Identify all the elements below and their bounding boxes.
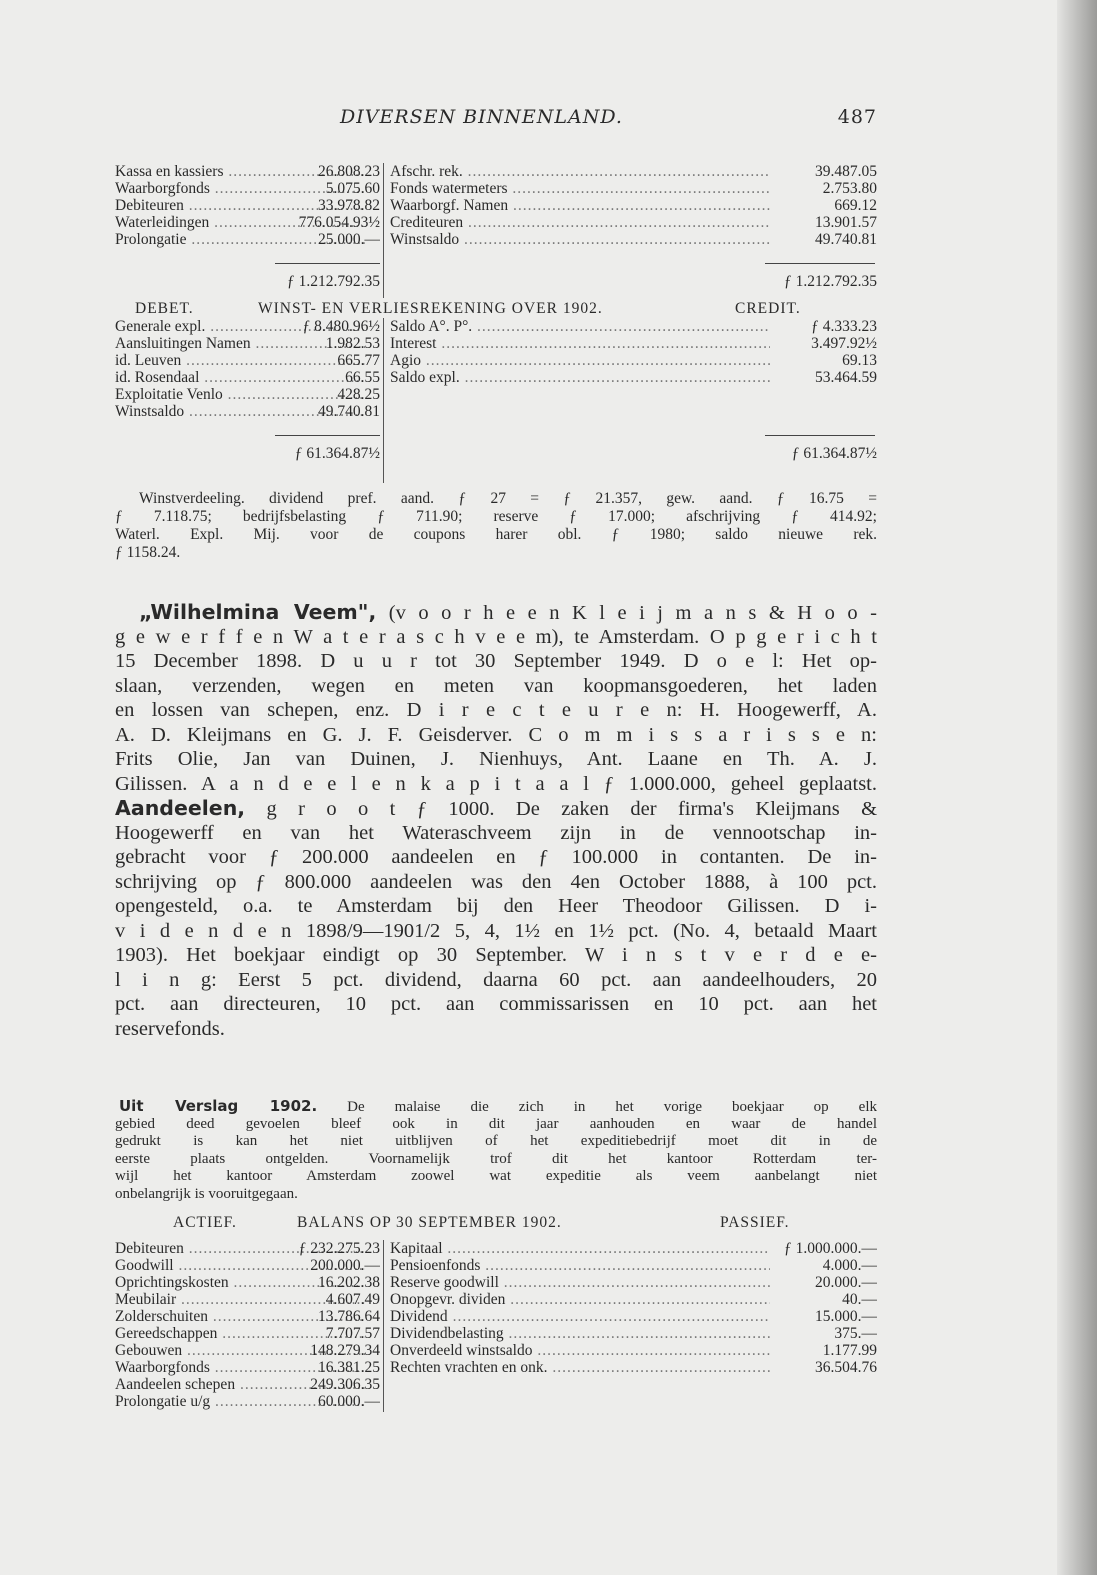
row-label: Saldo A°. P°. ..... bbox=[390, 318, 770, 335]
table-row bbox=[115, 1325, 877, 1342]
line-text: eerste plaats ontgelden. Voornamelijk trof dit het kantoor Rotterdam ter- bbox=[115, 1150, 877, 1167]
row-label: Onverdeeld winstsaldo ..... bbox=[390, 1342, 770, 1359]
row-value: 13.786.64 bbox=[318, 1308, 380, 1325]
balans-title: BALANS OP 30 SEPTEMBER 1902. bbox=[297, 1214, 562, 1231]
line-text: l i n g: Eerst 5 pct. dividend, daarna 60 pct. aan aandeelhouders, 20 bbox=[115, 968, 877, 991]
report-line bbox=[115, 1168, 877, 1186]
table-row bbox=[115, 1274, 877, 1291]
total-rule bbox=[275, 435, 380, 436]
row-value: 15.000.— bbox=[815, 1308, 877, 1325]
line-text: en lossen van schepen, enz. D i r e c t e u r e n: H. Hoogewerff, A. bbox=[115, 699, 877, 721]
paragraph-line bbox=[115, 723, 877, 748]
row-label: Crediteuren ..... bbox=[390, 214, 770, 231]
column-divider bbox=[383, 1240, 384, 1412]
report-line bbox=[115, 1098, 877, 1116]
row-label: Onopgevr. dividen ..... bbox=[390, 1291, 770, 1308]
row-value: 39.487.05 bbox=[815, 163, 877, 180]
row-label: Afschr. rek. ..... bbox=[390, 163, 770, 180]
line-text: v i d e n d e n 1898/9—1901/2 5, 4, 1½ en 1½ pct. (No. 4, betaald Maart bbox=[115, 919, 877, 942]
line-text: opengesteld, o.a. te Amsterdam bij den Heer Theodoor Gilissen. D i- bbox=[115, 895, 877, 917]
total-rule bbox=[275, 263, 380, 264]
passief-label: PASSIEF. bbox=[720, 1214, 790, 1231]
balance-sheet-1902-table bbox=[115, 1240, 877, 1415]
table-row bbox=[115, 214, 877, 231]
row-value: 60.000.— bbox=[318, 1393, 380, 1410]
table-row bbox=[115, 163, 877, 180]
paragraph-line bbox=[115, 821, 877, 846]
row-value: 7.707.57 bbox=[325, 1325, 380, 1342]
row-label: Saldo expl. ..... bbox=[390, 369, 770, 386]
page-number: 487 bbox=[837, 106, 877, 128]
row-value: 776.054.93½ bbox=[298, 214, 380, 231]
row-value: 2.753.80 bbox=[822, 180, 877, 197]
line-text: g e w e r f f e n W a t e r a s c h v e e m), te Amsterdam. O p g e r i c h t bbox=[115, 625, 877, 648]
total-right: ƒ 61.364.87½ bbox=[791, 445, 877, 462]
row-value: 13.901.57 bbox=[815, 214, 877, 231]
page-edge-shadow bbox=[1057, 0, 1097, 1575]
table-row bbox=[115, 231, 877, 248]
row-value: ƒ 232.275.23 bbox=[298, 1240, 380, 1257]
table-row bbox=[115, 197, 877, 214]
row-value: ƒ 1.000.000.— bbox=[784, 1240, 877, 1257]
table-row bbox=[115, 1393, 877, 1410]
paragraph-line bbox=[115, 772, 877, 797]
line-text: A. D. Kleijmans en G. J. F. Geisderver. C o m m i s s a r i s s e n: bbox=[115, 723, 877, 746]
row-label: Prolongatie u/g ..... bbox=[115, 1393, 365, 1410]
paragraph-line bbox=[115, 625, 877, 650]
row-value: 40.— bbox=[842, 1291, 877, 1308]
line-text: gebied deed gevoelen bleef ook in dit jaar aanhouden en waar de handel bbox=[115, 1115, 877, 1132]
row-value: 1.177.99 bbox=[822, 1342, 877, 1359]
total-left: ƒ 1.212.792.35 bbox=[287, 273, 380, 290]
line-text: 15 December 1898. D u u r tot 30 September 1949. D o e l: Het op- bbox=[115, 650, 877, 672]
report-line bbox=[115, 1151, 877, 1169]
total-right: ƒ 1.212.792.35 bbox=[784, 273, 877, 290]
table-row bbox=[115, 318, 877, 335]
row-label: Gebouwen ..... bbox=[115, 1342, 365, 1359]
row-label: Generale expl. ..... bbox=[115, 318, 365, 335]
row-label: Exploitatie Venlo ..... bbox=[115, 386, 365, 403]
paragraph-line bbox=[115, 968, 877, 993]
table-row bbox=[115, 1240, 877, 1257]
row-label: Goodwill ..... bbox=[115, 1257, 365, 1274]
row-value: 26.808.23 bbox=[318, 163, 380, 180]
row-label: Debiteuren ..... bbox=[115, 1240, 365, 1257]
row-label: Reserve goodwill ..... bbox=[390, 1274, 770, 1291]
line-text: pct. aan directeuren, 10 pct. aan commissarissen en 10 pct. aan het bbox=[115, 993, 877, 1015]
row-value: 36.504.76 bbox=[815, 1359, 877, 1376]
header-title: DIVERSEN BINNENLAND. bbox=[340, 106, 623, 128]
row-value: 669.12 bbox=[834, 197, 877, 214]
table-row bbox=[115, 335, 877, 352]
table-row bbox=[115, 1291, 877, 1308]
row-value: 69.13 bbox=[842, 352, 877, 369]
line-text: Frits Olie, Jan van Duinen, J. Nienhuys, Ant. Laane en Th. A. J. bbox=[115, 748, 877, 770]
table-row bbox=[115, 1257, 877, 1274]
debet-label: DEBET. bbox=[135, 300, 194, 317]
row-value: 25.000.— bbox=[318, 231, 380, 248]
row-label: Kassa en kassiers ..... bbox=[115, 163, 365, 180]
line-text: Gilissen. A a n d e e l e n k a p i t a a l ƒ 1.000.000, geheel geplaatst. bbox=[115, 772, 877, 795]
paragraph-line bbox=[115, 919, 877, 944]
paragraph-line bbox=[115, 698, 877, 723]
row-label: Rechten vrachten en onk. ..... bbox=[390, 1359, 770, 1376]
profit-loss-table bbox=[115, 318, 877, 488]
line-text: g r o o t ƒ 1000. De zaken der firma's Kleijmans & bbox=[266, 798, 878, 820]
row-value: 148.279.34 bbox=[310, 1342, 380, 1359]
pl-title: WINST- EN VERLIESREKENING OVER 1902. bbox=[258, 300, 603, 317]
row-value: 1.982.53 bbox=[325, 335, 380, 352]
row-label: Gereedschappen ..... bbox=[115, 1325, 365, 1342]
row-value: 49.740.81 bbox=[815, 231, 877, 248]
table-row bbox=[115, 369, 877, 386]
row-label: Waterleidingen ..... bbox=[115, 214, 365, 231]
row-label: Aansluitingen Namen ..... bbox=[115, 335, 365, 352]
distribution-line: ƒ 7.118.75; bedrijfsbelasting ƒ 711.90; reserve ƒ 17.000; afschrijving ƒ 414.92; bbox=[115, 508, 877, 525]
report-line bbox=[115, 1116, 877, 1134]
line-text: wijl het kantoor Amsterdam zoowel wat expeditie als veem aanbelangt niet bbox=[115, 1168, 877, 1184]
row-value: 665.77 bbox=[337, 352, 380, 369]
table-row bbox=[115, 1342, 877, 1359]
row-label: Fonds watermeters ..... bbox=[390, 180, 770, 197]
row-label: Prolongatie ..... bbox=[115, 231, 365, 248]
line-text: slaan, verzenden, wegen en meten van koopmansgoederen, het laden bbox=[115, 674, 877, 697]
row-label: Winstsaldo ..... bbox=[390, 231, 770, 248]
table-row bbox=[115, 386, 877, 403]
row-label: Waarborgf. Namen ..... bbox=[390, 197, 770, 214]
table-row bbox=[115, 403, 877, 420]
credit-label: CREDIT. bbox=[735, 300, 801, 317]
row-value: 16.202.38 bbox=[318, 1274, 380, 1291]
report-label: Uit Verslag 1902. bbox=[119, 1097, 318, 1115]
row-label: Dividendbelasting ..... bbox=[390, 1325, 770, 1342]
line-text: 1903). Het boekjaar eindigt op 30 September. W i n s t v e r d e e- bbox=[115, 944, 877, 966]
row-value: 200.000.— bbox=[310, 1257, 380, 1274]
company-name: „Wilhelmina Veem", bbox=[139, 600, 377, 624]
line-text: schrijving op ƒ 800.000 aandeelen was den 4en October 1888, à 100 pct. bbox=[115, 870, 877, 893]
total-rule bbox=[765, 263, 875, 264]
paragraph-line bbox=[115, 747, 877, 772]
row-value: 428.25 bbox=[337, 386, 380, 403]
table-row bbox=[115, 180, 877, 197]
row-label: Oprichtingskosten ..... bbox=[115, 1274, 365, 1291]
row-value: 16.381.25 bbox=[318, 1359, 380, 1376]
line-text: reservefonds. bbox=[115, 1017, 225, 1040]
paragraph-line bbox=[115, 649, 877, 674]
row-value: 5.075.60 bbox=[325, 180, 380, 197]
row-label: Debiteuren ..... bbox=[115, 197, 365, 214]
total-rule bbox=[765, 435, 875, 436]
paragraph-line bbox=[115, 674, 877, 699]
line-text: onbelangrijk is vooruitgegaan. bbox=[115, 1185, 298, 1202]
line-text: Hoogewerff en van het Wateraschveem zijn in de vennootschap in- bbox=[115, 821, 877, 844]
row-label: Pensioenfonds ..... bbox=[390, 1257, 770, 1274]
paragraph-line bbox=[115, 1017, 877, 1042]
row-label: Meubilair ..... bbox=[115, 1291, 365, 1308]
table-row bbox=[115, 352, 877, 369]
total-left: ƒ 61.364.87½ bbox=[294, 445, 380, 462]
line-text: gedrukt is kan het niet uitblijven of het expeditiebedrijf moet dit in de bbox=[115, 1133, 877, 1149]
row-label: Agio ..... bbox=[390, 352, 770, 369]
distribution-line: Waterl. Expl. Mij. voor de coupons harer obl. ƒ 1980; saldo nieuwe rek. bbox=[115, 526, 877, 543]
row-label: Kapitaal ..... bbox=[390, 1240, 770, 1257]
row-label: Dividend ..... bbox=[390, 1308, 770, 1325]
table-row bbox=[115, 1359, 877, 1376]
paragraph-line bbox=[115, 600, 877, 625]
row-label: Zolderschuiten ..... bbox=[115, 1308, 365, 1325]
row-value: 66.55 bbox=[345, 369, 380, 386]
paragraph-line bbox=[115, 796, 877, 821]
row-label: Waarborgfonds ..... bbox=[115, 180, 365, 197]
row-value: 53.464.59 bbox=[815, 369, 877, 386]
paragraph-line bbox=[115, 943, 877, 968]
row-label: id. Rosendaal ..... bbox=[115, 369, 365, 386]
paragraph-line bbox=[115, 845, 877, 870]
table-row bbox=[115, 1308, 877, 1325]
row-label: Winstsaldo ..... bbox=[115, 403, 365, 420]
distribution-line: Winstverdeeling. dividend pref. aand. ƒ 27 = ƒ 21.357, gew. aand. ƒ 16.75 = bbox=[139, 490, 877, 507]
row-label: Waarborgfonds ..... bbox=[115, 1359, 365, 1376]
row-value: 4.000.— bbox=[822, 1257, 877, 1274]
annual-report-excerpt bbox=[115, 1098, 877, 1203]
row-value: 3.497.92½ bbox=[811, 335, 877, 352]
row-value: 20.000.— bbox=[815, 1274, 877, 1291]
row-label: Aandeelen schepen ..... bbox=[115, 1376, 365, 1393]
actief-label: ACTIEF. bbox=[173, 1214, 237, 1231]
line-text: gebracht voor ƒ 200.000 aandeelen en ƒ 100.000 in contanten. De in- bbox=[115, 846, 877, 868]
row-label: Interest ..... bbox=[390, 335, 770, 352]
column-divider bbox=[383, 163, 384, 298]
row-value: 249.306.35 bbox=[310, 1376, 380, 1393]
paragraph-line bbox=[115, 870, 877, 895]
paragraph-line bbox=[115, 992, 877, 1017]
paragraph-line bbox=[115, 894, 877, 919]
report-line bbox=[115, 1133, 877, 1151]
distribution-line: ƒ 1158.24. bbox=[115, 544, 181, 561]
row-value: 375.— bbox=[834, 1325, 877, 1342]
shares-label: Aandeelen, bbox=[115, 796, 246, 820]
column-divider bbox=[383, 318, 384, 483]
profit-distribution bbox=[115, 490, 877, 562]
row-value: 33.978.82 bbox=[318, 197, 380, 214]
report-line bbox=[115, 1186, 877, 1204]
company-entry bbox=[115, 600, 877, 1041]
row-value: 49.740.81 bbox=[318, 403, 380, 420]
row-value: ƒ 4.333.23 bbox=[811, 318, 877, 335]
line-text: (v o o r h e e n K l e i j m a n s & H o o - bbox=[376, 602, 877, 624]
row-label: id. Leuven ..... bbox=[115, 352, 365, 369]
line-text: De malaise die zich in het vorige boekjaar op elk bbox=[317, 1099, 878, 1115]
row-value: ƒ 8.480.96½ bbox=[302, 318, 380, 335]
row-value: 4.607.49 bbox=[325, 1291, 380, 1308]
balance-sheet-table bbox=[115, 163, 877, 303]
table-row bbox=[115, 1376, 877, 1393]
